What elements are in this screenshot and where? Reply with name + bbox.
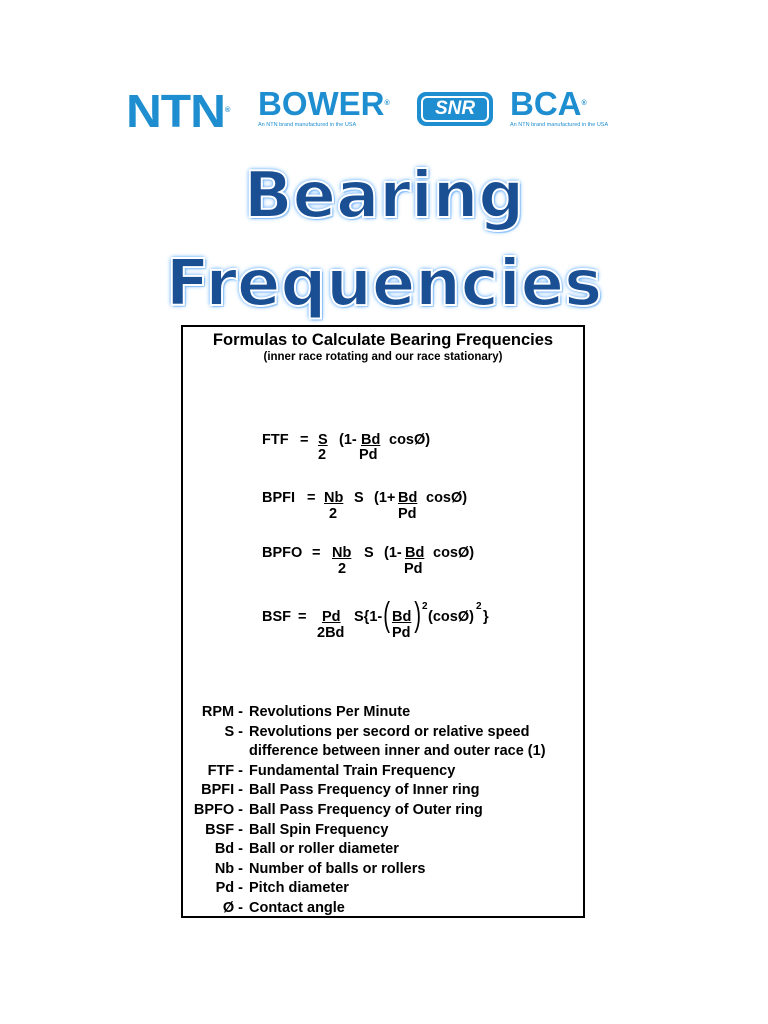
ftf-tail: cosØ) [389,432,431,448]
bower-logo [258,86,390,128]
bca-tagline: An NTN brand manufactured in the USA [510,122,609,128]
definition-row [183,722,583,742]
definition-text: Fundamental Train Frequency [249,762,456,779]
definition-text: difference between inner and outer race (1) [249,743,546,760]
bpfo-open: (1- [384,545,402,561]
bsf-close: } [483,609,489,625]
definition-text: Ball Spin Frequency [249,821,389,838]
definition-abbr: BPFO - [193,802,243,818]
bca-logo [510,86,608,128]
ftf-lhs: FTF [262,432,289,448]
ntn-logo [126,85,230,137]
definition-text: Ball or roller diameter [249,841,399,858]
bower-tagline: An NTN brand manufactured in the USA [258,122,357,128]
definition-abbr: Bd - [214,841,243,858]
definition-row [183,800,583,820]
box-subheading: (inner race rotating and our race stationary) [263,351,503,363]
bpfi-s: S [354,490,364,506]
bsf-den2: Pd [392,625,411,641]
ftf-den1: 2 [318,447,327,463]
definition-abbr: RPM - [201,704,243,720]
definition-row [183,761,583,781]
definition-text: Contact angle [249,900,345,916]
bpfo-lhs: BPFO [262,545,303,561]
definition-row [183,702,583,722]
definition-abbr: Nb - [214,860,243,877]
definition-abbr: S - [224,723,243,740]
ntn-registered-mark: ® [224,107,230,114]
bpfi-num2: Bd [398,490,418,506]
bca-logo-text: BCA [510,85,582,122]
snr-logo [417,92,493,126]
definition-abbr: Pd - [215,880,243,897]
bsf-num2: Bd [392,609,412,625]
bpfo-den2: Pd [404,561,423,577]
bower-logo-text: BOWER [258,85,385,122]
definition-text: Pitch diameter [249,880,349,897]
bsf-right-paren: ) [414,596,422,634]
definition-row [183,898,583,918]
bca-registered-mark: ® [581,100,587,107]
bpfi-eq: = [307,490,316,506]
definition-row [183,820,583,840]
bsf-lhs: BSF [262,609,291,625]
definition-abbr: Ø - [222,900,243,916]
ntn-logo-text: NTN [126,85,225,137]
definition-abbr: BSF - [205,821,243,838]
bsf-den1: 2Bd [317,625,345,641]
bpfi-den2: Pd [398,506,417,522]
definition-row [183,839,583,859]
definition-row [183,780,583,800]
definition-text: Revolutions Per Minute [249,704,411,720]
definition-text: Ball Pass Frequency of Outer ring [249,802,483,818]
ftf-num1: S [318,432,328,448]
bsf-num1: Pd [322,609,341,625]
formula-box [181,325,585,918]
box-heading: Formulas to Calculate Bearing Frequencies [212,331,554,349]
bpfi-num1: Nb [324,490,344,506]
bsf-mid: (cosØ) [428,609,474,625]
ftf-den2: Pd [359,447,378,463]
bsf-exponent-2: 2 [476,601,482,612]
ftf-eq: = [300,432,309,448]
bpfo-s: S [364,545,374,561]
page-title-line-1: Bearing [243,159,525,233]
bsf-left-paren: ( [383,596,391,634]
bpfo-eq: = [312,545,321,561]
definition-row [183,878,583,898]
bpfi-den1: 2 [329,506,338,522]
definition-text: Number of balls or rollers [249,860,426,877]
definition-row [183,741,583,761]
bpfi-lhs: BPFI [262,490,296,506]
definition-abbr: BPFI - [201,782,243,799]
bsf-s-open: S{1- [354,609,383,625]
bpfo-num1: Nb [332,545,352,561]
definition-text: Ball Pass Frequency of Inner ring [249,782,480,799]
bsf-eq: = [298,609,307,625]
bpfo-tail: cosØ) [433,545,475,561]
bpfo-num2: Bd [405,545,425,561]
bpfi-tail: cosØ) [426,490,468,506]
ftf-open: (1- [339,432,357,448]
bpfi-open: (1+ [374,490,396,506]
brand-logos [0,86,768,136]
bsf-exponent-1: 2 [422,601,428,612]
ftf-num2: Bd [361,432,381,448]
bower-registered-mark: ® [384,100,390,107]
bpfo-den1: 2 [338,561,347,577]
page-title-line-2: Frequencies [165,247,603,321]
snr-logo-text: SNR [421,96,489,122]
definition-abbr: FTF - [207,762,243,779]
definition-text: Revolutions per secord or relative speed [249,723,530,740]
definition-row [183,859,583,879]
